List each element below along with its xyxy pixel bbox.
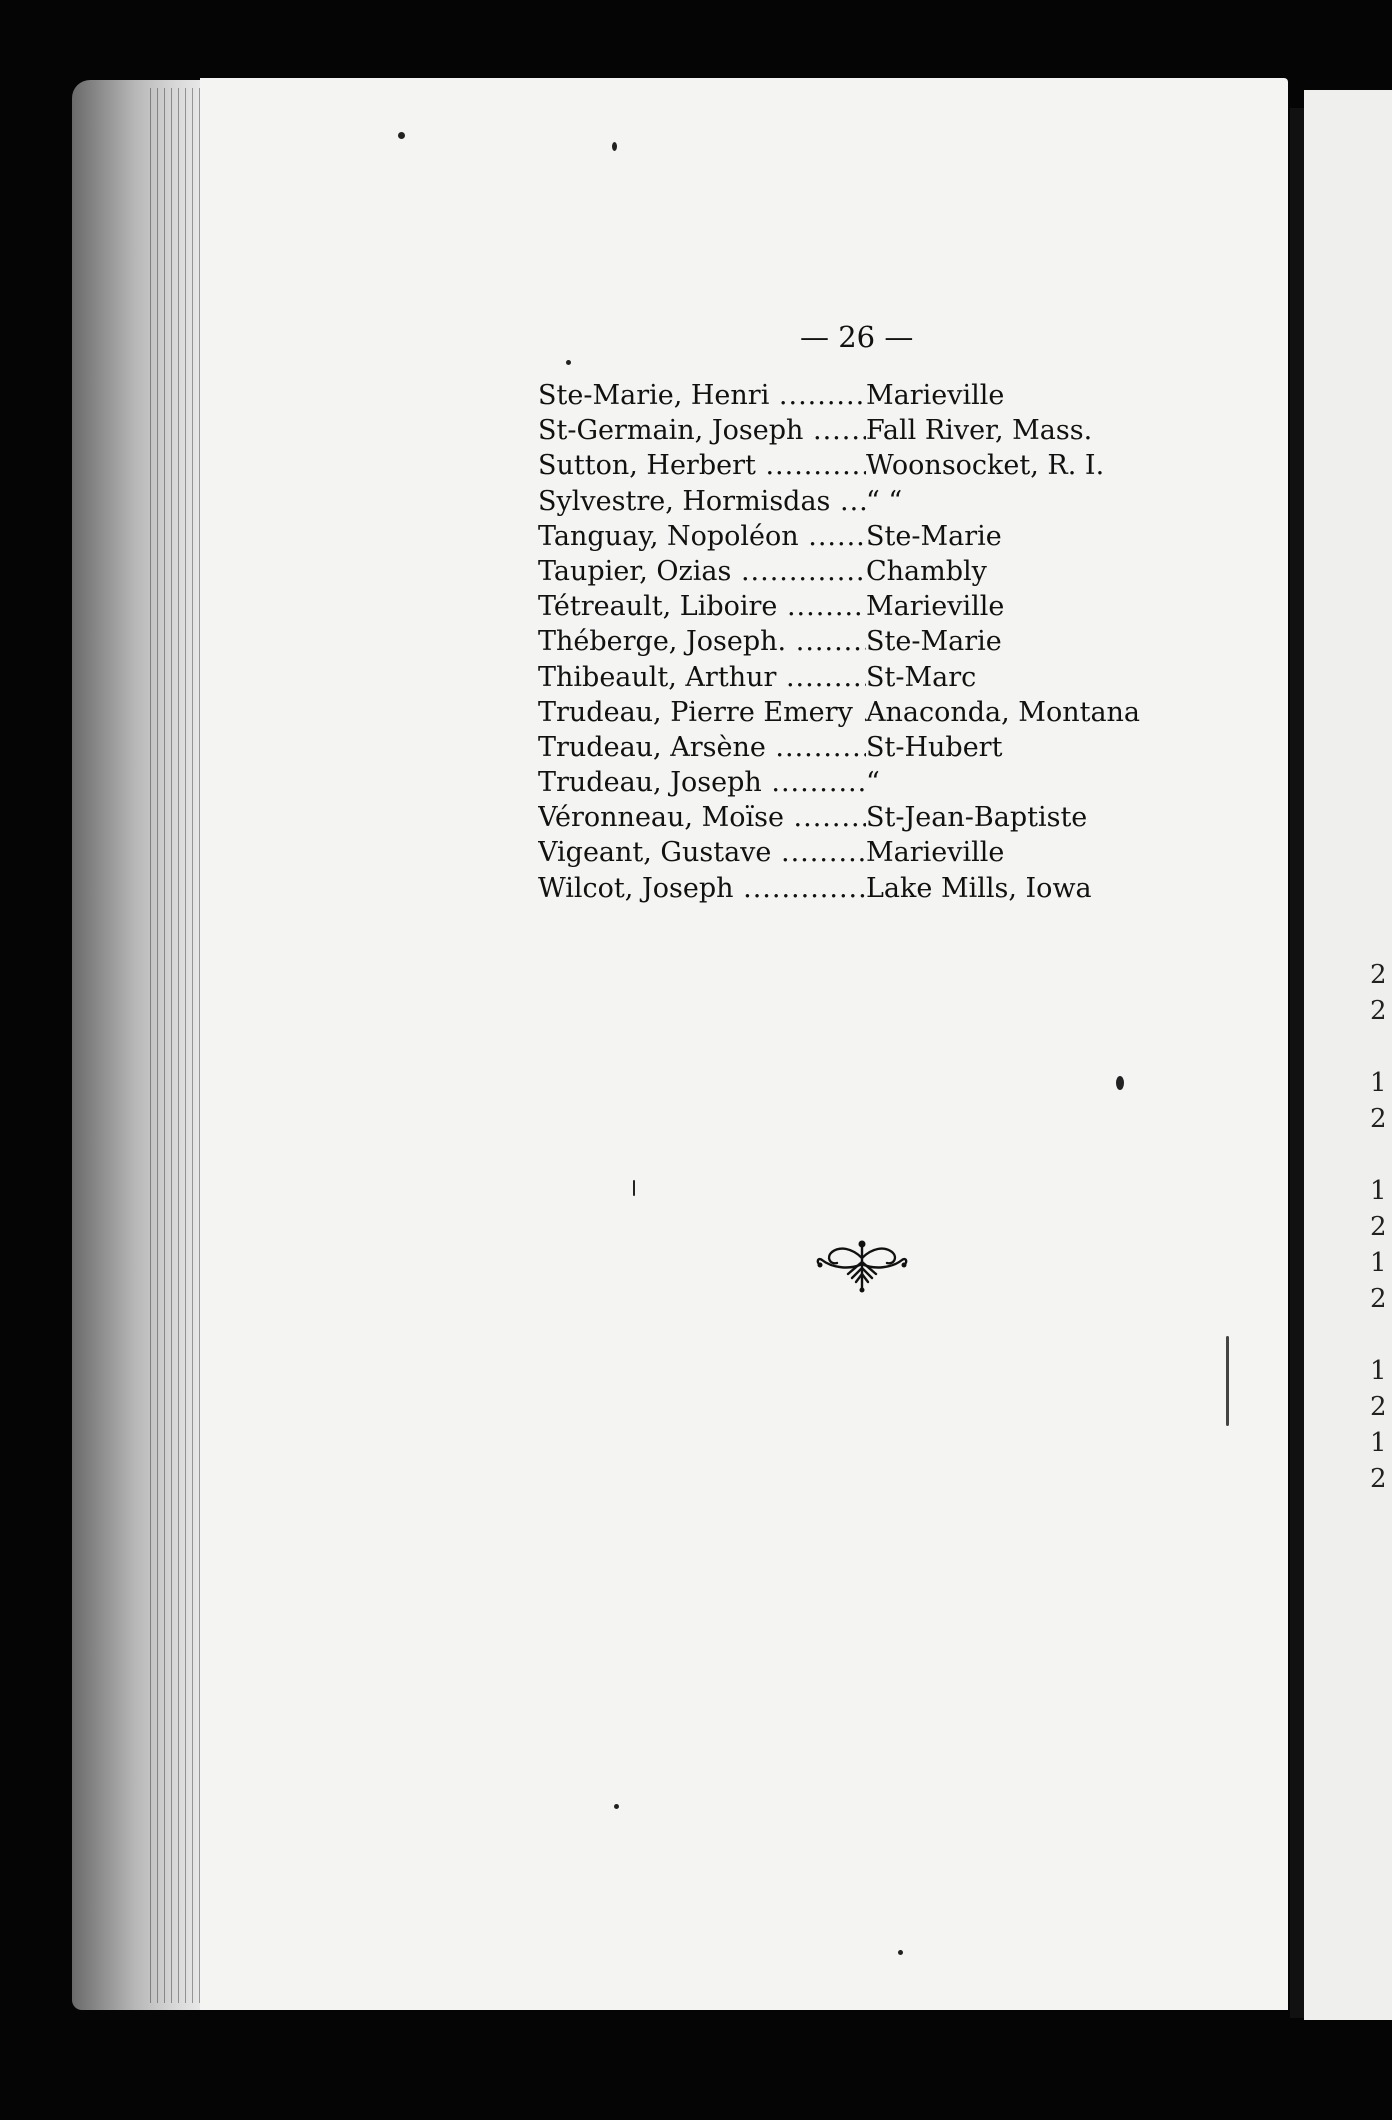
page-number: — 26 — — [800, 320, 914, 354]
speck — [614, 1804, 619, 1809]
list-item — [538, 767, 1140, 802]
entry-name: Taupier, Ozias ..... — [538, 556, 866, 587]
entry-name: St-Germain, Joseph ..... — [538, 415, 866, 446]
list-item — [538, 415, 1140, 450]
adjacent-page-digits — [1370, 960, 1387, 1500]
margin-digit: 1 — [1370, 1176, 1387, 1206]
speck — [633, 1180, 635, 1196]
speck — [612, 142, 617, 151]
speck — [398, 132, 405, 139]
list-item — [538, 591, 1140, 626]
list-item — [538, 802, 1140, 837]
list-item — [538, 837, 1140, 872]
list-item — [538, 486, 1140, 521]
book-page — [200, 78, 1288, 2010]
margin-digit: 2 — [1370, 1464, 1387, 1494]
margin-digit: 2 — [1370, 960, 1387, 990]
speck — [1116, 1076, 1124, 1090]
entry-place: Marieville — [866, 591, 1005, 623]
margin-digit: 2 — [1370, 1212, 1387, 1242]
entry-name: Thibeault, Arthur ..... — [538, 662, 866, 693]
floral-ornament-icon — [812, 1238, 912, 1294]
speck — [898, 1950, 903, 1955]
margin-digit: 1 — [1370, 1428, 1387, 1458]
entry-place: Marieville — [866, 837, 1005, 869]
entry-name: Sylvestre, Hormisdas ..... — [538, 486, 866, 517]
list-item — [538, 732, 1140, 767]
margin-digit: 1 — [1370, 1356, 1387, 1386]
speck — [1226, 1336, 1229, 1426]
margin-digit: 1 — [1370, 1248, 1387, 1278]
entry-name: Tanguay, Nopoléon ..... — [538, 521, 866, 552]
name-list — [538, 380, 1140, 908]
entry-place: Marieville — [866, 380, 1005, 411]
margin-digit: 2 — [1370, 1392, 1387, 1422]
margin-digit: 2 — [1370, 996, 1387, 1026]
entry-name: Trudeau, Joseph ..... — [538, 767, 866, 798]
margin-digit: 2 — [1370, 1284, 1387, 1314]
entry-name: Sutton, Herbert ..... — [538, 450, 866, 481]
entry-place: “ — [866, 767, 880, 799]
entry-name: Véronneau, Moïse ..... — [538, 802, 866, 833]
entry-place: Woonsocket, R. I. — [866, 450, 1105, 482]
entry-place: Fall River, Mass. — [866, 415, 1093, 447]
list-item — [538, 697, 1140, 732]
list-item — [538, 556, 1140, 591]
entry-place: Anaconda, Montana — [866, 696, 1141, 728]
entry-name: Ste-Marie, Henri ..... — [538, 380, 866, 411]
speck — [566, 360, 571, 365]
list-item — [538, 521, 1140, 556]
list-item — [538, 626, 1140, 661]
list-item — [538, 662, 1140, 697]
entry-name: Théberge, Joseph. ..... — [538, 626, 866, 657]
entry-name: Tétreault, Liboire ..... — [538, 591, 866, 622]
entry-place: Lake Mills, Iowa — [866, 872, 1092, 904]
list-item — [538, 450, 1140, 485]
entry-place: Ste-Marie — [866, 520, 1002, 552]
entry-name: Vigeant, Gustave ..... — [538, 837, 866, 868]
margin-digit: 2 — [1370, 1104, 1387, 1134]
list-item — [538, 873, 1140, 908]
margin-digit: 1 — [1370, 1068, 1387, 1098]
entry-place: Ste-Marie — [866, 626, 1002, 658]
list-item — [538, 380, 1140, 415]
book-spine-shadow — [1290, 108, 1304, 2018]
entry-name: Trudeau, Pierre Emery ..... — [538, 697, 866, 728]
entry-name: Wilcot, Joseph ..... — [538, 873, 866, 904]
entry-place: Chambly — [866, 555, 987, 587]
entry-place: St-Jean-Baptiste — [866, 802, 1088, 834]
entry-place: St-Hubert — [866, 731, 1003, 763]
entry-place: “ “ — [866, 485, 903, 517]
entry-place: St-Marc — [866, 661, 977, 693]
entry-name: Trudeau, Arsène ..... — [538, 732, 866, 763]
